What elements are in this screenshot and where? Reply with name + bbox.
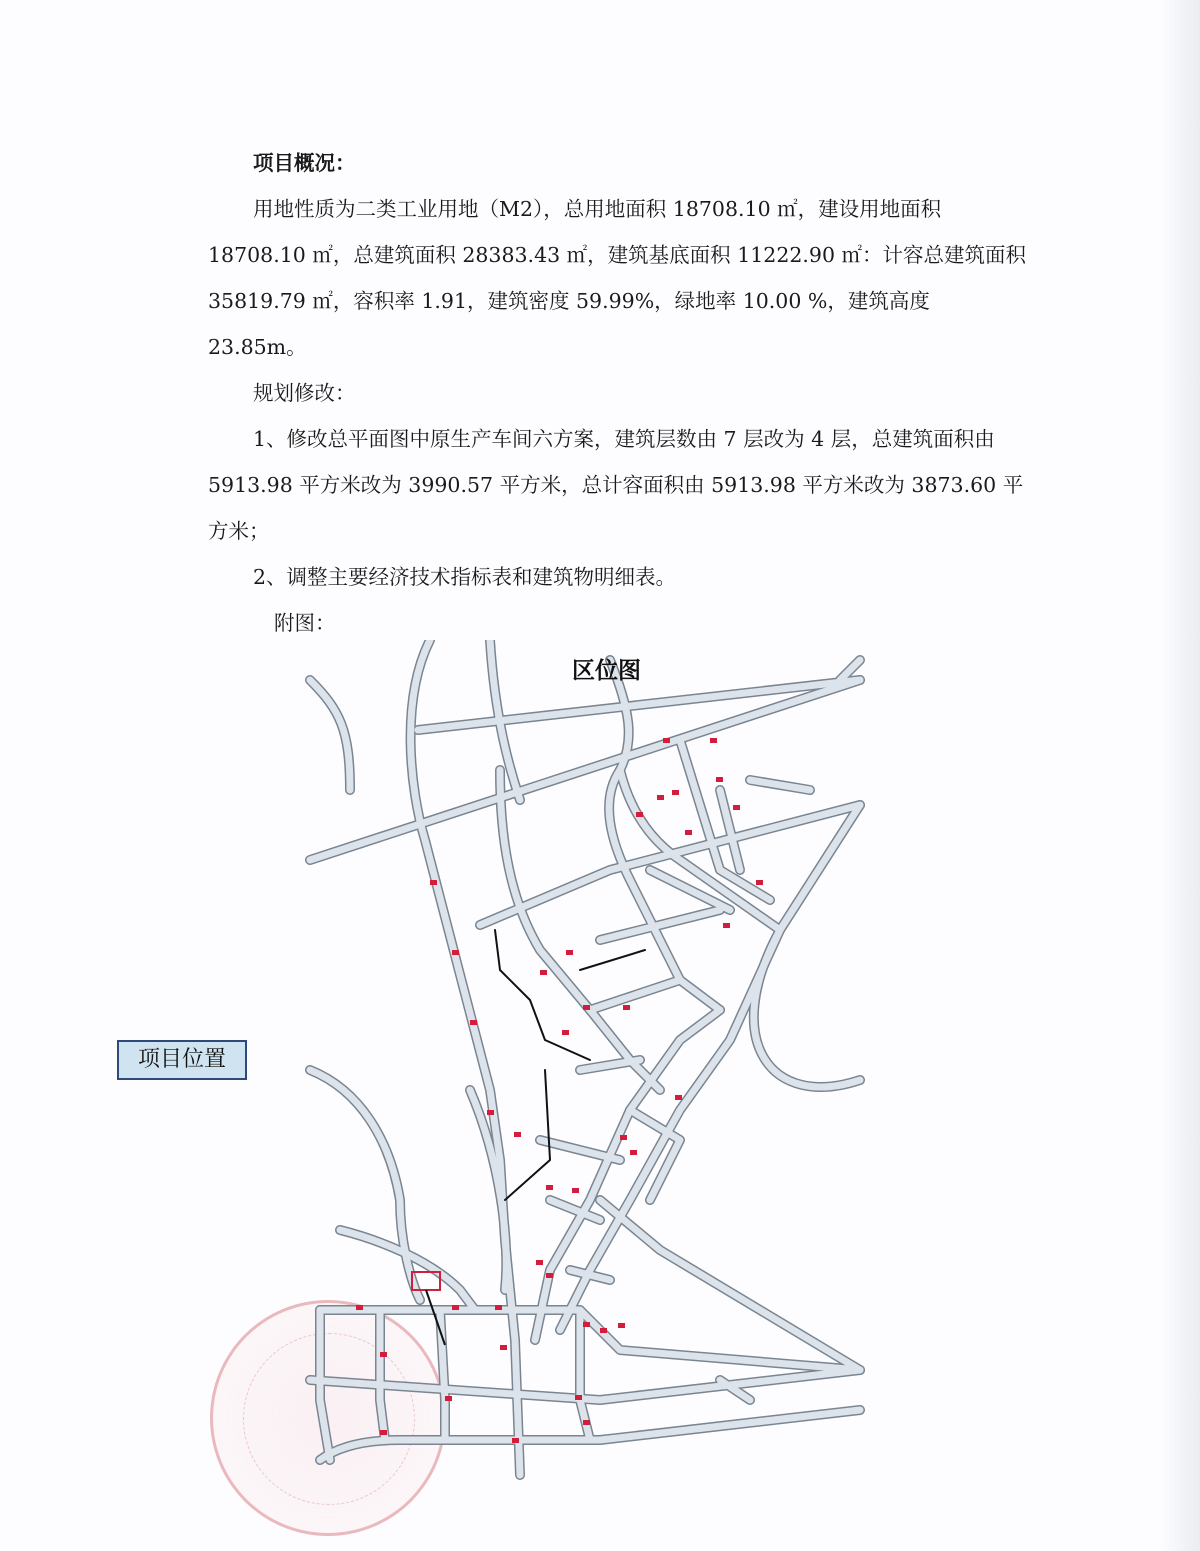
modification-item-2: 2、调整主要经济技术指标表和建筑物明细表。 [253, 565, 677, 589]
attachment-label: 附图： [274, 611, 336, 635]
scan-edge-shadow [1160, 0, 1200, 1551]
map-title: 区位图 [572, 658, 641, 684]
overview-heading: 项目概况： [253, 151, 356, 175]
modification-heading: 规划修改： [253, 381, 356, 405]
modification-item-1: 1、修改总平面图中原生产车间六方案，建筑层数由 7 层改为 4 层，总建筑面积由 5913.98 平方米改为 3990.57 平方米，总计容面积由 5913.98 平方米改为 3873.60 平方米； [208, 427, 1024, 543]
location-map [300, 640, 880, 1480]
project-location-label: 项目位置 [117, 1040, 247, 1080]
overview-paragraph: 用地性质为二类工业用地（M2），总用地面积 18708.10 ㎡，建设用地面积 18708.10 ㎡，总建筑面积 28383.43 ㎡，建筑基底面积 11222.90 ㎡：计容总建筑面积 35819.79 ㎡，容积率 1.91，建筑密度 59.99%，绿地率 10.00 %，建筑高度 23.85m。 [208, 197, 1027, 359]
road-network [300, 640, 880, 1480]
document-text [208, 140, 1028, 646]
roads [310, 640, 860, 1475]
